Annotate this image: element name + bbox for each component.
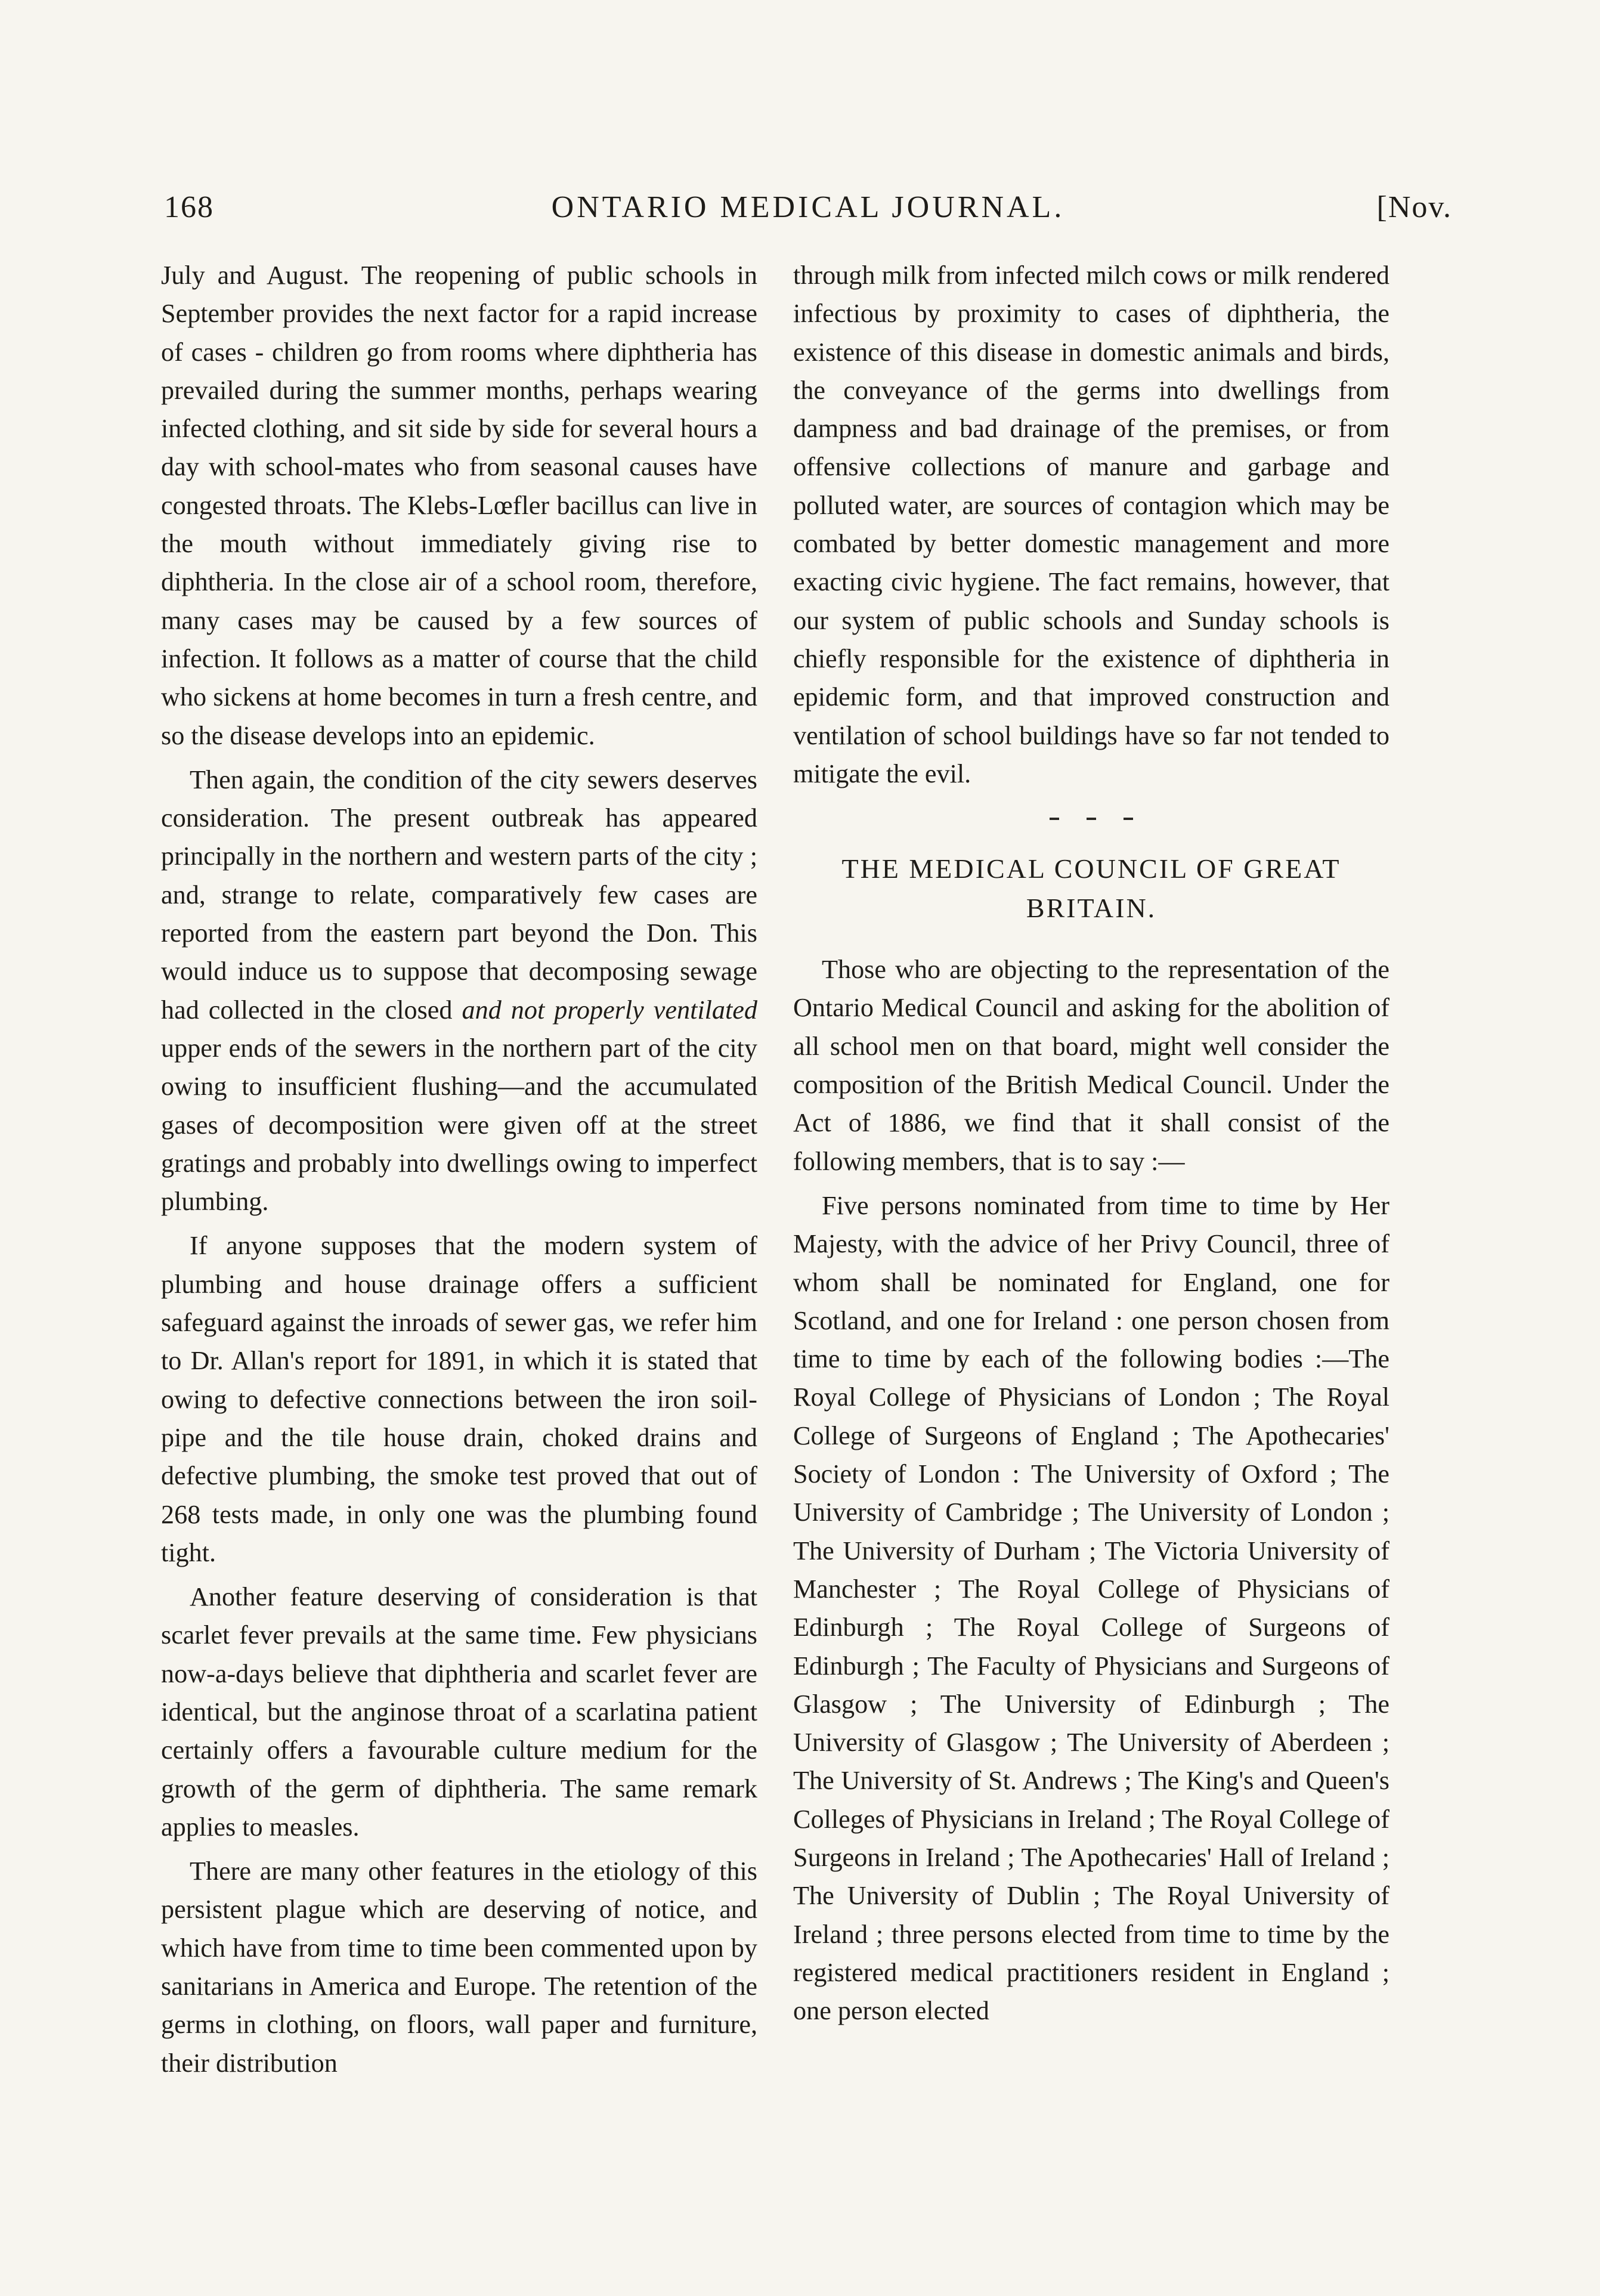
right-column [793, 256, 1389, 2030]
paragraph-council-intro: Those who are objecting to the representation of the Ontario Medical Council and asking for the abolition of all school men on that board, might well consider the composition of the British Medical Council. Under the Act of 1886, we find that it shall consist of the following members, that is to say :— [793, 955, 1389, 1176]
section-divider [793, 810, 1389, 828]
issue-month: [Nov. [1376, 190, 1452, 224]
sewers-text-before: Then again, the condition of the city sewers deserves consideration. The present outbreak has appeared principally in the northern and western parts of the city ; and, strange to relate, comparatively few cases are reported from the eastern part beyond the Don. This would induce us to suppose that decomposing sewage had collected in the closed [161, 765, 757, 1025]
paragraph-council-members: Five persons nominated from time to time by Her Majesty, with the advice of her Privy Council, three of whom shall be nominated for England, one for Scotland, and one for Ireland : one person chosen from time to time by each of the following bodies :—The Royal College of Physicians of London ; The Royal College of Surgeons of England ; The Apothecaries' Society of London : The University of Oxford ; The University of Cambridge ; The University of London ; The University of Durham ; The Victoria University of Manchester ; The Royal College of Physicians of Edinburgh ; The Royal College of Surgeons of Edinburgh ; The Faculty of Physicians and Surgeons of Glasgow ; The University of Edinburgh ; The University of Glasgow ; The University of Aberdeen ; The University of St. Andrews ; The King's and Queen's Colleges of Physicians in Ireland ; The Royal College of Surgeons in Ireland ; The Apothecaries' Hall of Ireland ; The University of Dublin ; The Royal University of Ireland ; three persons elected from time to time by the registered medical practitioners resident in England ; one person elected [793, 1190, 1389, 2026]
paragraph-continued-distribution: through milk from infected milch cows or milk rendered infectious by proximity to cases of diphtheria, the existence of this disease in domestic animals and birds, the conveyance of the germs into dwellings from dampness and bad drainage of the premises, or from offensive collections of manure and garbage and polluted water, are sources of contagion which may be combated by better domestic management and more exacting civic hygiene. The fact remains, however, that our system of public schools and Sunday schools is chiefly responsible for the existence of diphtheria in epidemic form, and that improved construction and ventilation of school buildings have so far not tended to mitigate the evil. [793, 261, 1389, 788]
paragraph-scarlet-fever: Another feature deserving of consideration is that scarlet fever prevails at the same time. Few physicians now-a-days believe that diphtheria and scarlet fever are identical, but the anginose throat of a scarlatina patient certainly offers a favourable culture medium for the growth of the germ of diphtheria. The same remark applies to measles. [161, 1582, 757, 1842]
paragraph-plumbing: If anyone supposes that the modern system of plumbing and house drainage offers a sufficient safeguard against the inroads of sewer gas, we refer him to Dr. Allan's report for 1891, in which it is stated that owing to defective connections between the iron soil-pipe and the tile house drain, choked drains and defective plumbing, the smoke test proved that out of 268 tests made, in only one was the plumbing found tight. [161, 1231, 757, 1567]
sewers-text-after: upper ends of the sewers in the northern part of the city owing to insufficient flushing—and the accumulated gases of decomposition were given off at the street gratings and probably into dwellings owing to imperfect plumbing. [161, 1033, 757, 1217]
journal-title: ONTARIO MEDICAL JOURNAL. [551, 190, 1065, 224]
paragraph-school-reopening: July and August. The reopening of public schools in September provides the next factor for a rapid increase of cases - children go from rooms where diphtheria has prevailed during the summer months, perhaps wearing infected clothing, and sit side by side for several hours a day with school-mates who from seasonal causes have congested throats. The Klebs-Lœfler bacillus can live in the mouth without immediately giving rise to diphtheria. In the close air of a school room, therefore, many cases may be caused by a few sources of infection. It follows as a matter of course that the child who sickens at home becomes in turn a fresh centre, and so the disease develops into an epidemic. [161, 261, 757, 750]
left-column [161, 256, 757, 2083]
paragraph-city-sewers [161, 761, 757, 1221]
running-header [164, 190, 1452, 237]
page-number: 168 [164, 190, 214, 224]
sewers-italic-phrase: and not properly ventilated [462, 995, 757, 1025]
section-heading: THE MEDICAL COUNCIL OF GREAT BRITAIN. [841, 853, 1341, 924]
paragraph-etiology: There are many other features in the etiology of this persistent plague which are deserving of notice, and which have from time to time been commented upon by sanitarians in America and Europe. The retention of the germs in clothing, on floors, wall paper and furniture, their distribution [161, 1856, 757, 2078]
